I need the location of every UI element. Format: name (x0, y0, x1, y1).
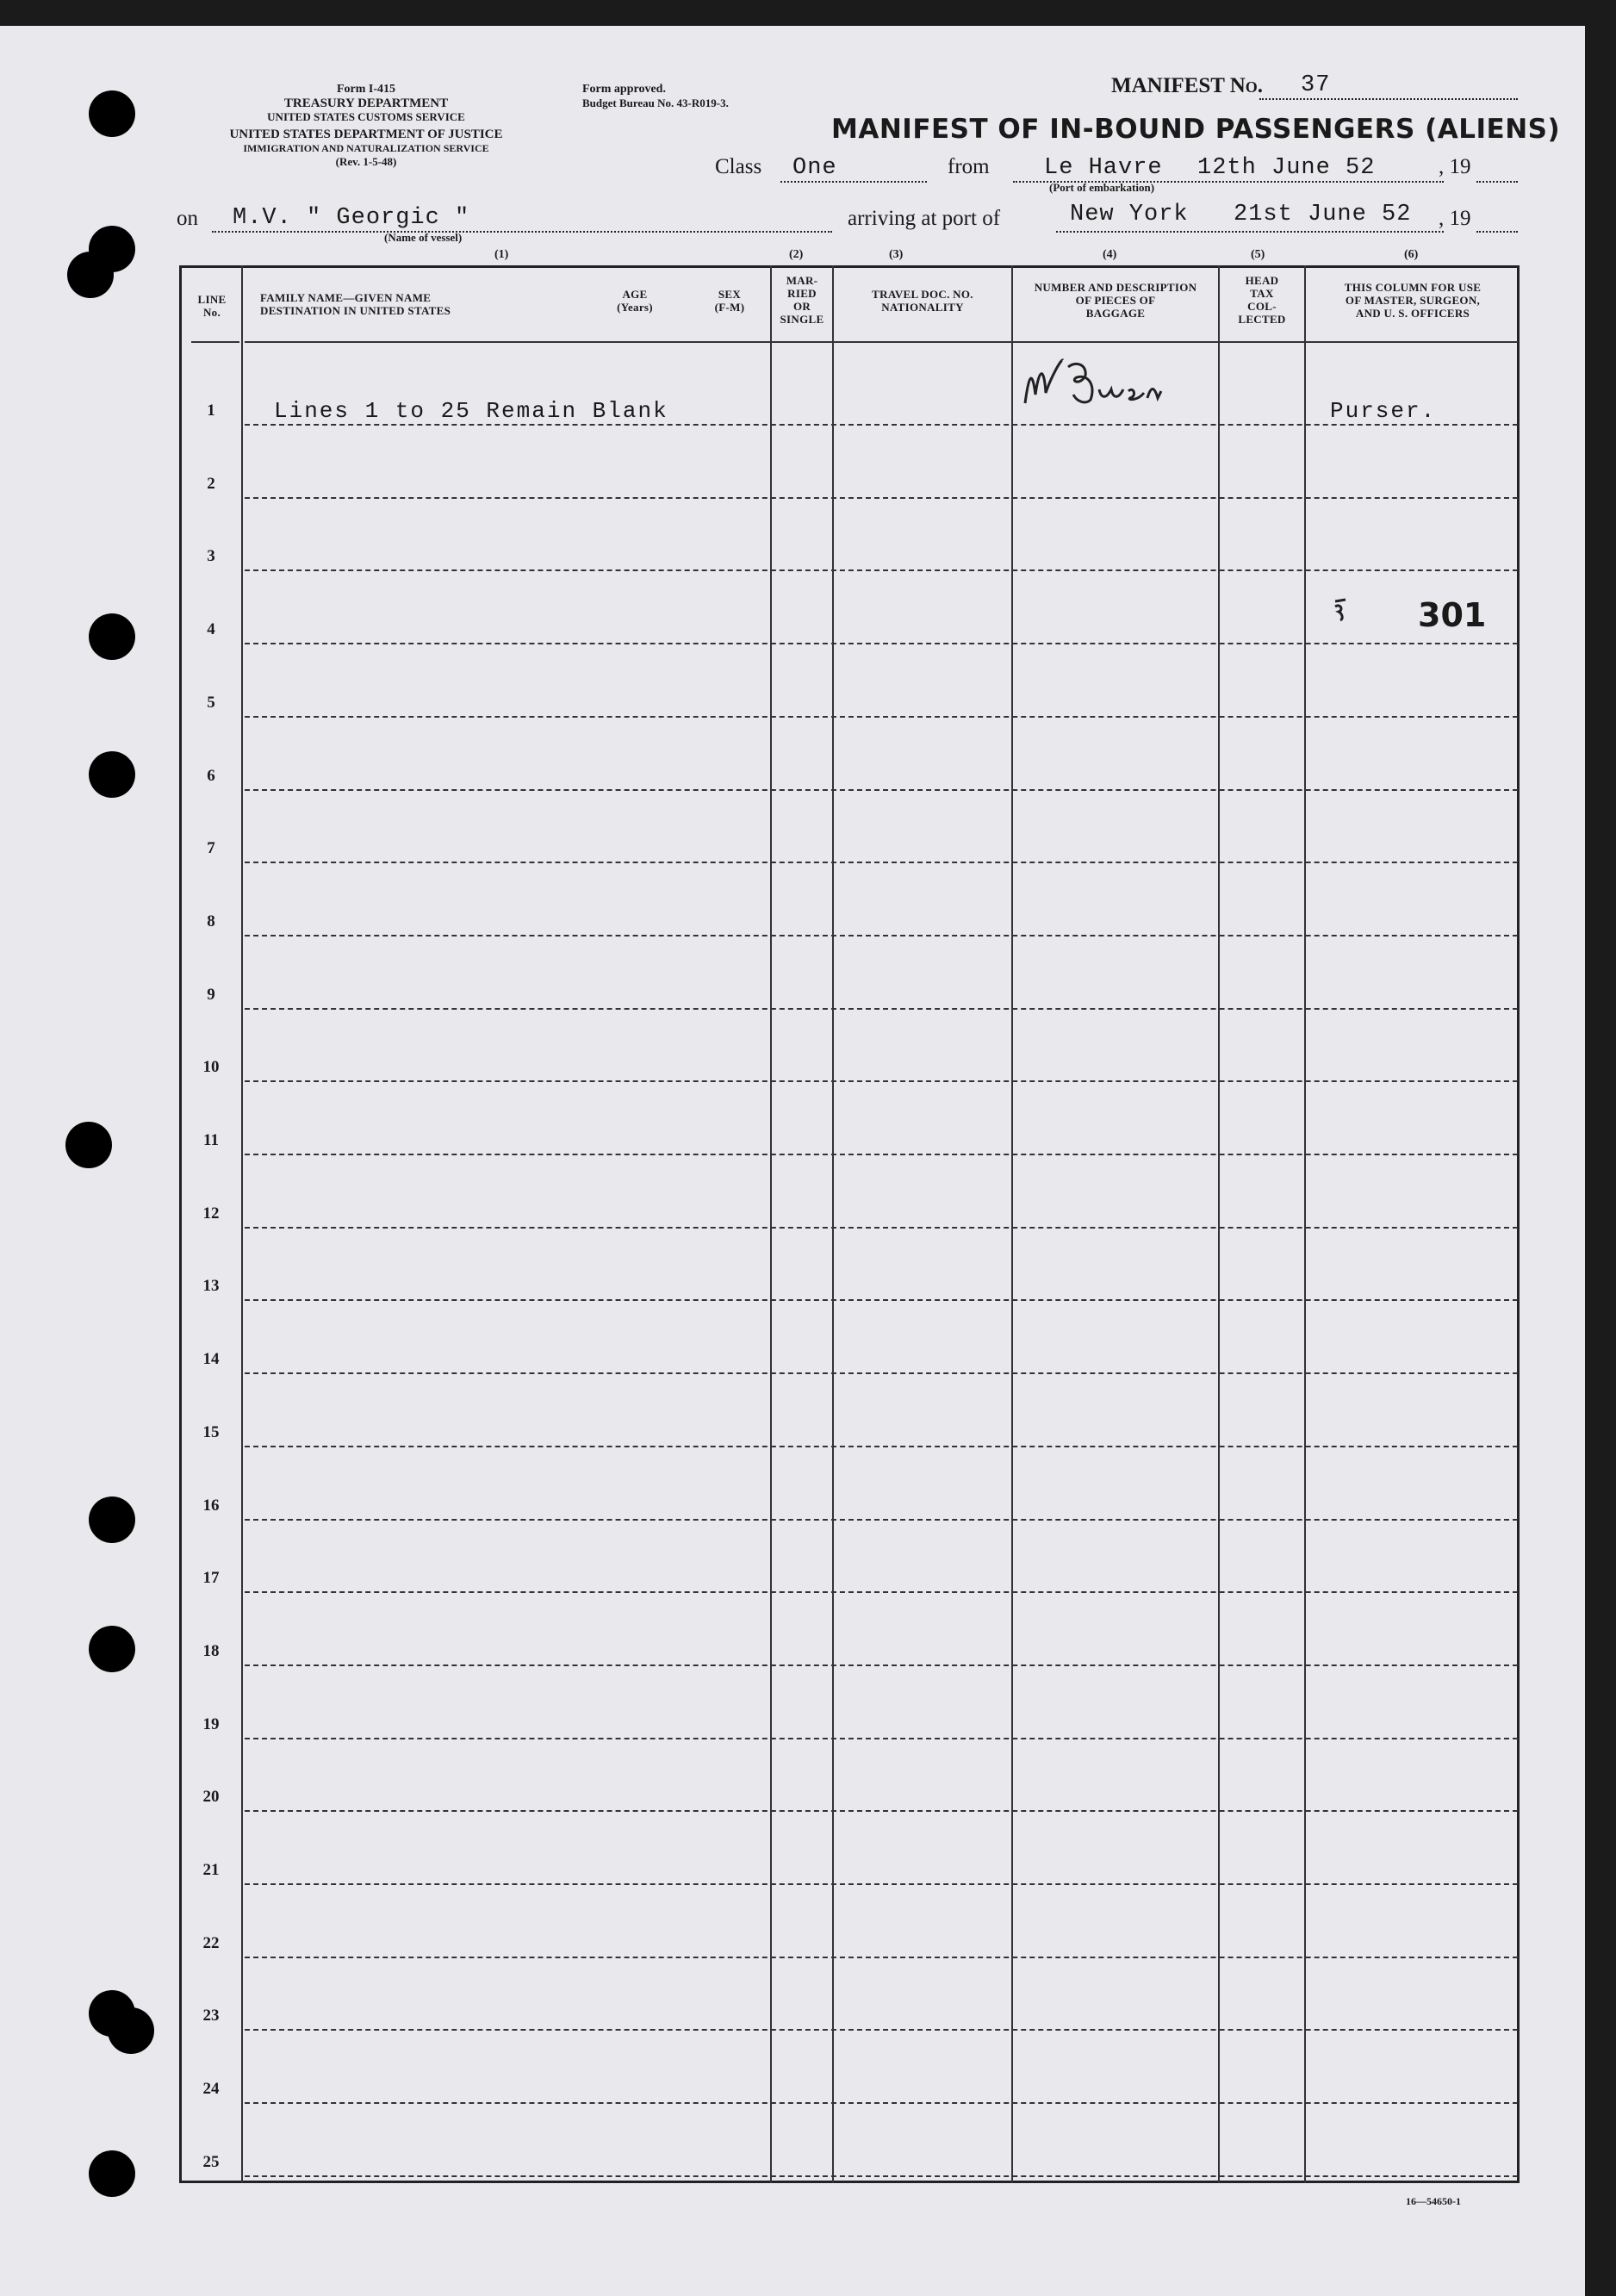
row-line (245, 2102, 1518, 2104)
handwritten-initials (1016, 352, 1206, 412)
row-line (245, 1519, 1518, 1521)
col-number-3: (3) (889, 248, 904, 261)
col-head-travel-doc-1: TRAVEL DOC. NO. (872, 288, 973, 301)
row-number: 6 (207, 766, 215, 785)
row-number: 13 (202, 1277, 220, 1296)
budget-bureau-line: Budget Bureau No. 43-R019-3. (582, 96, 729, 109)
line-1-officer-note: Purser. (1330, 398, 1437, 424)
col-head-name-2: DESTINATION IN UNITED STATES (260, 304, 451, 317)
row-number: 14 (202, 1350, 220, 1369)
agency-customs: UNITED STATES CUSTOMS SERVICE (267, 110, 465, 123)
row-number: 9 (207, 985, 215, 1004)
vessel-line (212, 231, 832, 233)
row-number: 16 (202, 1496, 220, 1515)
row-line (245, 569, 1518, 571)
row-number: 18 (202, 1641, 220, 1660)
row-number: 25 (202, 2152, 220, 2171)
row-line (245, 1738, 1518, 1739)
row-line (245, 716, 1518, 718)
form-number: Form I-415 (336, 83, 396, 96)
col-number-2: (2) (789, 248, 804, 261)
punch-hole (89, 2150, 135, 2197)
col-head-married-1: MAR- (786, 274, 818, 287)
col-head-head-tax-1: HEAD (1245, 274, 1279, 287)
col-divider (1011, 265, 1013, 2183)
arrival-date: 21st June 52 (1234, 202, 1412, 227)
col-head-married (772, 274, 832, 326)
col-divider (1218, 265, 1220, 2183)
col-divider (1304, 265, 1306, 2183)
col-head-baggage (1013, 281, 1218, 320)
row-line (245, 2029, 1518, 2031)
row-line (245, 497, 1518, 499)
row-number: 21 (202, 1861, 220, 1879)
punch-hole (89, 1496, 135, 1543)
vessel-name: M.V. " Georgic " (233, 205, 470, 231)
row-number: 17 (202, 1569, 220, 1588)
line-1-entry: Lines 1 to 25 Remain Blank (274, 398, 668, 424)
col-head-baggage-2: OF PIECES OF (1075, 294, 1156, 307)
row-number: 1 (207, 401, 215, 420)
arriving-label: arriving at port of (848, 207, 1001, 230)
row-number: 24 (202, 2080, 220, 2099)
col-head-officers-2: OF MASTER, SURGEON, (1345, 294, 1481, 307)
row-line (245, 2175, 1518, 2177)
col-head-sex-2: (F-M) (714, 301, 745, 314)
col-head-name (260, 291, 451, 317)
col-head-baggage-1: NUMBER AND DESCRIPTION (1034, 281, 1197, 294)
col-head-sex-1: SEX (718, 288, 742, 301)
port-embarkation-caption: (Port of embarkation) (1049, 181, 1155, 194)
manifest-table (179, 265, 1520, 2183)
row-line (245, 1154, 1518, 1155)
form-agency-block (168, 83, 564, 169)
row-number: 20 (202, 1788, 220, 1807)
row-line (245, 1664, 1518, 1666)
row-number: 11 (203, 1131, 219, 1149)
port-of-embarkation: Le Havre (1044, 155, 1163, 181)
col-head-married-3: OR (792, 300, 811, 313)
row-line (245, 1299, 1518, 1301)
manifest-no-value: 37 (1301, 72, 1331, 98)
scan-border-right (1585, 0, 1616, 2296)
col-number-1: (1) (494, 248, 509, 261)
row-number: 23 (202, 2007, 220, 2025)
row-number: 3 (207, 547, 215, 566)
embarkation-date: 12th June 52 (1197, 155, 1376, 181)
class-line (780, 181, 927, 183)
pencil-mark-icon (1332, 596, 1352, 622)
col-head-married-4: SINGLE (780, 313, 824, 326)
col-number-4: (4) (1103, 248, 1117, 261)
row-number: 15 (202, 1422, 220, 1441)
punch-hole (89, 90, 135, 137)
col-head-baggage-3: BAGGAGE (1085, 307, 1146, 320)
col-head-head-tax-2: TAX (1250, 287, 1274, 300)
arrival-line (1056, 231, 1444, 233)
row-line (245, 424, 1518, 426)
row-line (245, 1008, 1518, 1010)
on-label: on (177, 207, 198, 230)
year-suffix-2: , 19 (1439, 207, 1471, 230)
scan-border-top (0, 0, 1616, 26)
row-line (245, 1883, 1518, 1885)
row-number: 19 (202, 1714, 220, 1733)
row-line (245, 1372, 1518, 1374)
col-head-age (603, 288, 667, 314)
row-line (245, 643, 1518, 644)
manifest-no-line (1259, 98, 1518, 100)
manifest-no-label: MANIFEST No. (1111, 74, 1264, 97)
col-head-head-tax-3: COL- (1247, 300, 1277, 313)
from-label: from (948, 155, 990, 178)
row-number: 12 (202, 1204, 220, 1223)
form-revision: (Rev. 1-5-48) (335, 155, 397, 168)
approval-line: Form approved. (582, 83, 666, 96)
row-number: 10 (202, 1058, 220, 1077)
col-head-line-no (183, 293, 241, 319)
punch-hole (67, 252, 114, 298)
col-head-travel-doc (834, 288, 1011, 314)
punch-hole (65, 1122, 112, 1168)
class-value: One (792, 155, 837, 181)
col-head-age-2: (Years) (617, 301, 653, 314)
row-line (245, 1810, 1518, 1812)
row-line (245, 1227, 1518, 1229)
punch-hole (89, 751, 135, 798)
header-rule (191, 341, 239, 343)
col-head-line-no-1: LINE (197, 293, 227, 306)
year-line-2 (1476, 231, 1518, 233)
row-line (245, 1957, 1518, 1958)
col-number-6: (6) (1404, 248, 1419, 261)
col-number-5: (5) (1251, 248, 1265, 261)
col-head-travel-doc-2: NATIONALITY (881, 301, 964, 314)
row-line (245, 1591, 1518, 1593)
punch-hole (89, 613, 135, 660)
row-number: 2 (207, 474, 215, 493)
row-line (245, 862, 1518, 863)
stamp-number: 301 (1418, 596, 1487, 634)
row-line (245, 1446, 1518, 1447)
row-number: 5 (207, 693, 215, 712)
row-line (245, 935, 1518, 936)
punch-hole (108, 2007, 154, 2054)
vessel-caption: (Name of vessel) (384, 231, 463, 244)
header-rule (245, 341, 1518, 343)
row-number: 8 (207, 912, 215, 930)
col-head-officers (1306, 281, 1520, 320)
punch-hole (89, 1626, 135, 1672)
arrival-port: New York (1070, 202, 1189, 227)
year-suffix: , 19 (1439, 155, 1471, 178)
col-head-sex (699, 288, 760, 314)
col-divider (832, 265, 834, 2183)
col-head-married-2: RIED (787, 287, 817, 300)
form-title: MANIFEST OF IN-BOUND PASSENGERS (ALIENS) (831, 114, 1561, 145)
col-head-line-no-2: No. (202, 306, 221, 319)
approval-block (582, 83, 729, 110)
agency-ins: IMMIGRATION AND NATURALIZATION SERVICE (243, 142, 489, 154)
agency-treasury: TREASURY DEPARTMENT (283, 96, 449, 110)
col-head-officers-1: THIS COLUMN FOR USE (1344, 281, 1482, 294)
agency-justice: UNITED STATES DEPARTMENT OF JUSTICE (229, 128, 503, 141)
row-line (245, 789, 1518, 791)
col-head-age-1: AGE (622, 288, 648, 301)
row-line (245, 1080, 1518, 1082)
col-divider (770, 265, 772, 2183)
col-head-officers-3: AND U. S. OFFICERS (1355, 307, 1470, 320)
year-line (1476, 181, 1518, 183)
col-head-head-tax (1220, 274, 1304, 326)
col-head-head-tax-4: LECTED (1238, 313, 1286, 326)
col-divider (241, 265, 243, 2183)
printer-code: 16—54650-1 (1406, 2195, 1461, 2207)
row-number: 22 (202, 1933, 220, 1952)
class-label: Class (715, 155, 762, 178)
row-number: 4 (207, 620, 215, 639)
row-number: 7 (207, 839, 215, 858)
col-head-name-1: FAMILY NAME—GIVEN NAME (260, 291, 432, 304)
